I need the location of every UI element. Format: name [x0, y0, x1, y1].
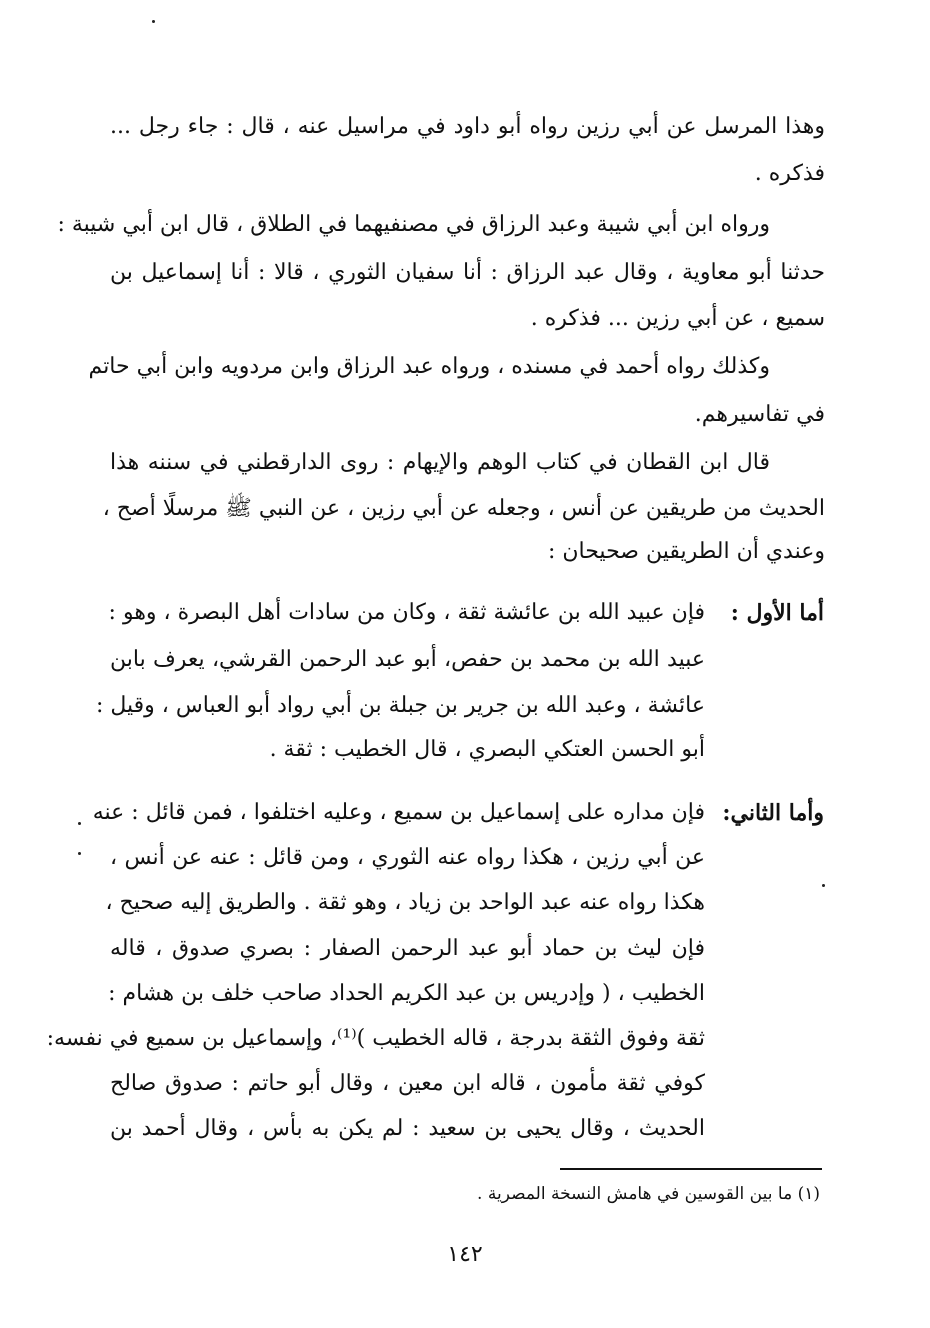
- paragraph-1-line-1: وهذا المرسل عن أبي رزين رواه أبو داود في مراسيل عنه ، قال : جاء رجل ...: [110, 114, 825, 139]
- section-second-label: وأما الثاني:: [722, 800, 824, 826]
- section-second-line-7: كوفي ثقة مأمون ، قاله ابن معين ، وقال أبو حاتم : صدوق صالح: [110, 1071, 705, 1096]
- paragraph-2-line-2: حدثنا أبو معاوية ، وقال عبد الرزاق : أنا سفيان الثوري ، قالا : أنا إسماعيل بن: [110, 260, 825, 285]
- section-second-line-5: الخطيب ، ( وإدريس بن عبد الكريم الحداد صاحب خلف بن هشام :: [108, 981, 705, 1006]
- section-first-line-3: عائشة ، وعبد الله بن جرير بن جبلة بن أبي رواد أبو العباس ، وقيل :: [95, 693, 705, 718]
- section-second-line-3: هكذا رواه عنه عبد الواحد بن زياد ، وهو ثقة . والطريق إليه صحيح ،: [105, 890, 705, 915]
- section-second-line-1: فإن مداره على إسماعيل بن سميع ، وعليه اختلفوا ، فمن قائل : عنه: [92, 800, 705, 825]
- section-first-line-1: فإن عبيد الله بن عائشة ثقة ، وكان من سادات أهل البصرة ، وهو :: [108, 600, 705, 625]
- paragraph-4-line-2: الحديث من طريقين عن أنس ، وجعله عن أبي رزين ، عن النبي ﷺ مرسلًا أصح ،: [102, 496, 825, 521]
- scan-speck: [78, 852, 81, 855]
- paragraph-1-line-2: فذكره .: [754, 161, 825, 186]
- footnote-rule: [560, 1168, 822, 1170]
- section-first-line-4: أبو الحسن العتكي البصري ، قال الخطيب : ثقة .: [269, 737, 705, 762]
- section-second-line-2: عن أبي رزين ، هكذا رواه عنه الثوري ، ومن قائل : عنه عن أنس ،: [110, 845, 705, 870]
- paragraph-2-line-3: سميع ، عن أبي رزين ... فذكره .: [530, 306, 825, 331]
- paragraph-3-line-2: في تفاسيرهم.: [694, 402, 825, 427]
- scan-speck: [822, 884, 825, 887]
- footnote: (١) ما بين القوسين في هامش النسخة المصرية .: [477, 1184, 820, 1204]
- paragraph-4-line-3: وعندي أن الطريقين صحيحان :: [547, 539, 825, 564]
- page-number: ١٤٢: [447, 1242, 483, 1267]
- section-first-label: أما الأول :: [730, 600, 824, 626]
- paragraph-2-line-1: ورواه ابن أبي شيبة وعبد الرزاق في مصنفيهما في الطلاق ، قال ابن أبي شيبة :: [57, 212, 770, 237]
- paragraph-3-line-1: وكذلك رواه أحمد في مسنده ، ورواه عبد الرزاق وابن مردويه وابن أبي حاتم: [88, 354, 770, 379]
- section-second-line-4: فإن ليث بن حماد أبو عبد الرحمن الصفار : بصري صدوق ، قاله: [110, 936, 705, 961]
- scan-speck: [152, 20, 155, 23]
- scan-speck: [78, 822, 81, 825]
- section-second-line-8: الحديث ، وقال يحيى بن سعيد : لم يكن به بأس ، وقال أحمد بن: [110, 1116, 705, 1141]
- paragraph-4-line-1: قال ابن القطان في كتاب الوهم والإيهام : روى الدارقطني في سننه هذا: [110, 450, 770, 475]
- section-second-line-6: ثقة وفوق الثقة بدرجة ، قاله الخطيب )⁽¹⁾، وإسماعيل بن سميع في نفسه:: [46, 1026, 705, 1051]
- section-first-line-2: عبيد الله بن محمد بن حفص، أبو عبد الرحمن القرشي، يعرف بابن: [110, 647, 705, 672]
